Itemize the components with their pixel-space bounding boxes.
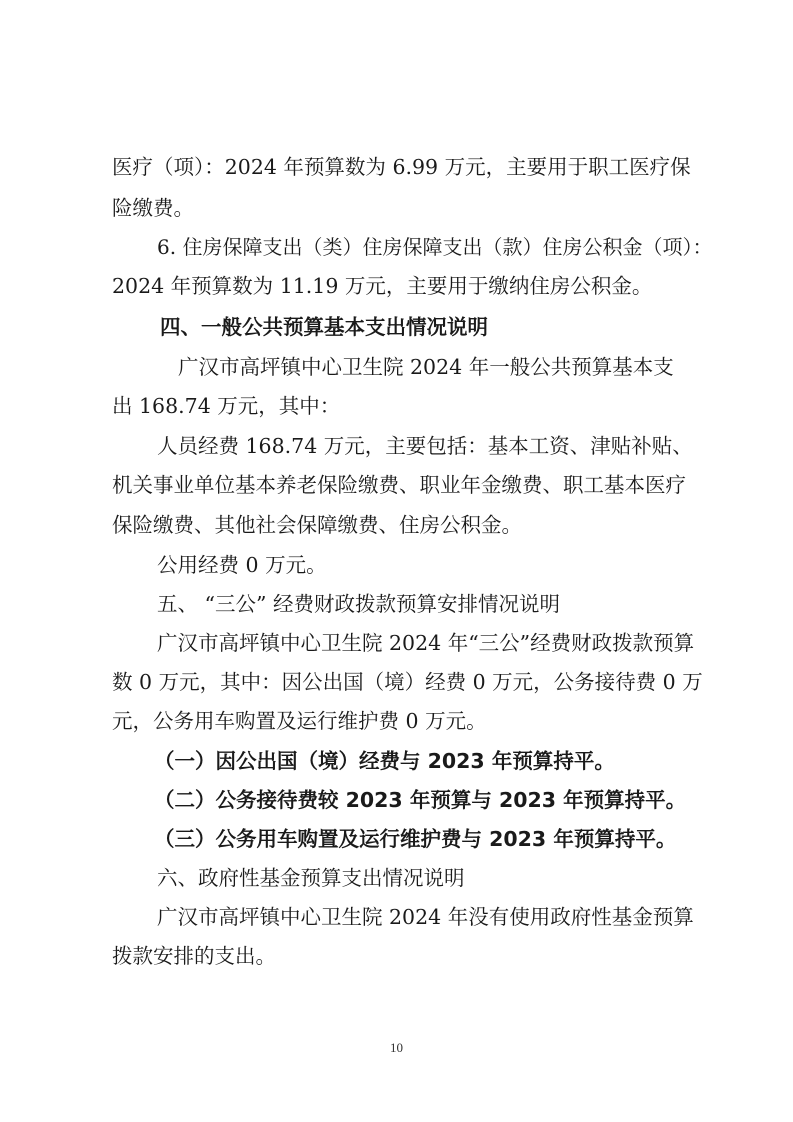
- body-line-10: 保险缴费、其他社会保障缴费、住房公积金。: [112, 513, 522, 537]
- body-line-21: 拨款安排的支出。: [112, 944, 276, 968]
- page-number: 10: [390, 1040, 403, 1055]
- section-heading-5: 五、 “三公” 经费财政拨款预算安排情况说明: [157, 592, 560, 616]
- body-line-3: 6. 住房保障支出（类）住房保障支出（款）住房公积金（项）：: [157, 235, 713, 259]
- body-line-13: 广汉市高坪镇中心卫生院 2024 年“三公”经费财政拨款预算: [157, 631, 695, 655]
- subsection-line-2: （二）公务接待费较 2023 年预算与 2023 年预算持平。: [154, 788, 687, 812]
- body-line-14: 数 0 万元，其中：因公出国（境）经费 0 万元，公务接待费 0 万: [112, 670, 703, 694]
- section-heading-4: 四、一般公共预算基本支出情况说明: [160, 315, 488, 339]
- body-line-4: 2024 年预算数为 11.19 万元，主要用于缴纳住房公积金。: [112, 274, 653, 298]
- body-line-15: 元，公务用车购置及运行维护费 0 万元。: [112, 709, 487, 733]
- body-line-1: 医疗（项）：2024 年预算数为 6.99 万元，主要用于职工医疗保: [112, 155, 691, 179]
- body-line-8: 人员经费 168.74 万元，主要包括：基本工资、津贴补贴、: [157, 434, 693, 458]
- section-heading-6: 六、政府性基金预算支出情况说明: [157, 866, 465, 890]
- body-line-6: 广汉市高坪镇中心卫生院 2024 年一般公共预算基本支: [178, 355, 674, 379]
- body-line-2: 险缴费。: [112, 196, 194, 220]
- body-line-20: 广汉市高坪镇中心卫生院 2024 年没有使用政府性基金预算: [157, 905, 694, 929]
- body-line-11: 公用经费 0 万元。: [157, 553, 327, 577]
- subsection-line-1: （一）因公出国（境）经费与 2023 年预算持平。: [154, 749, 615, 773]
- subsection-line-3: （三）公务用车购置及运行维护费与 2023 年预算持平。: [154, 827, 677, 851]
- body-line-9: 机关事业单位基本养老保险缴费、职业年金缴费、职工基本医疗: [112, 473, 686, 497]
- body-line-7: 出 168.74 万元，其中：: [112, 394, 341, 418]
